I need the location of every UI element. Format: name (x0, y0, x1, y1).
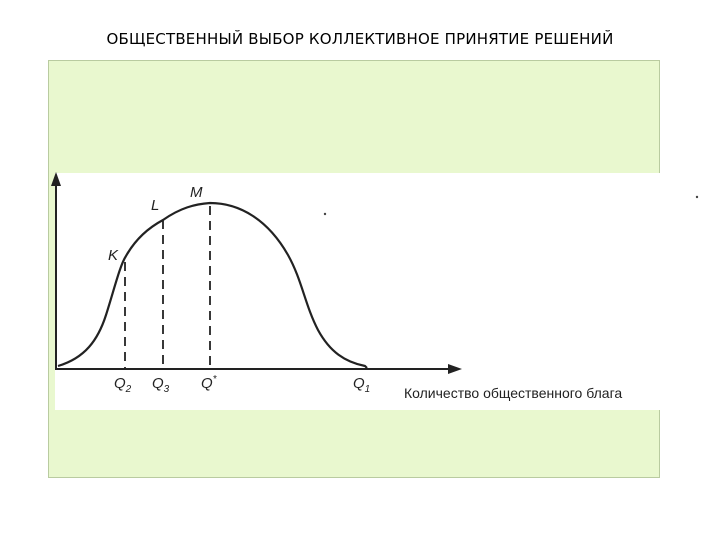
scan-speck (696, 196, 698, 198)
label-l: L (151, 197, 160, 214)
scan-speck (324, 213, 326, 215)
tick-qstar: Q* (201, 374, 217, 392)
x-axis-label: Количество общественного блага (404, 385, 623, 401)
label-k: K (108, 247, 119, 264)
tick-q3: $Q_3$ (152, 375, 170, 395)
x-axis-arrow (448, 364, 462, 374)
y-axis-arrow (51, 172, 61, 186)
slide-title: ОБЩЕСТВЕННЫЙ ВЫБОР КОЛЛЕКТИВНОЕ ПРИНЯТИЕ РЕШЕНИЙ (106, 30, 614, 48)
tick-q2: $Q_2$ (114, 375, 132, 395)
utility-curve (58, 203, 367, 368)
tick-q1: $Q_1$ (353, 375, 371, 395)
label-m: M (190, 184, 203, 201)
